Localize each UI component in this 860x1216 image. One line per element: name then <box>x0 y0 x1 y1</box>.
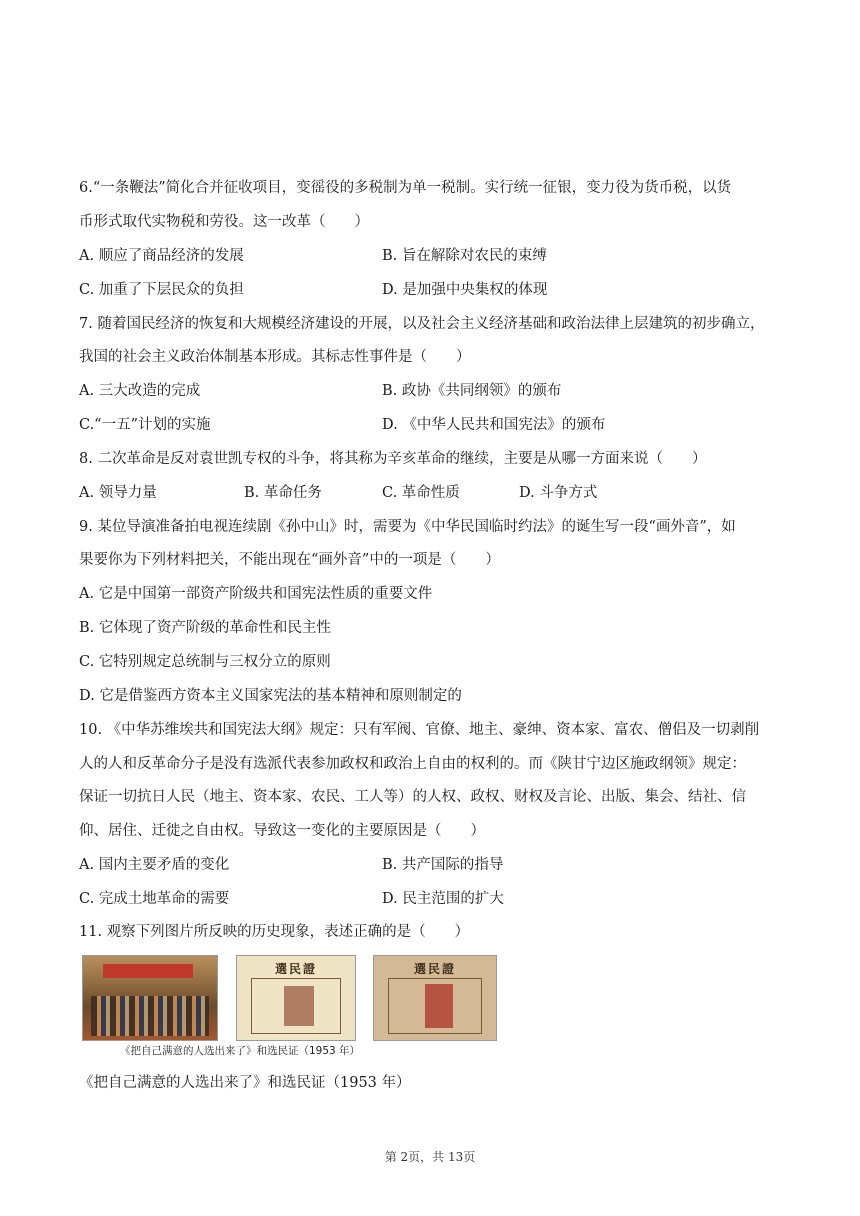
figure-inline-caption: 《把自己满意的人选出来了》和选民证（1953 年） <box>120 1045 361 1057</box>
q9-option-c: C. 它特别规定总统制与三权分立的原则 <box>79 654 331 670</box>
voter-certificate-image-2 <box>373 955 497 1041</box>
q7-stem-line1: 7. 随着国民经济的恢复和大规模经济建设的开展，以及社会主义经济基础和政治法律上层建筑的初步确立， <box>79 316 765 332</box>
q11-stem-line1: 11. 观察下列图片所反映的历史现象，表述正确的是（ ） <box>79 924 470 940</box>
q8-option-b: B. 革命任务 <box>244 485 322 501</box>
page-footer: 第 2页，共 13页 <box>384 1150 476 1164</box>
q7-option-a: A. 三大改造的完成 <box>79 383 201 399</box>
certificate-handwriting <box>284 986 314 1026</box>
q9-option-d: D. 它是借鉴西方资本主义国家宪法的基本精神和原则制定的 <box>79 688 462 704</box>
election-painting-image <box>82 955 218 1041</box>
q7-option-d: D. 《中华人民共和国宪法》的颁布 <box>382 417 606 433</box>
q10-stem-line3: 保证一切抗日人民（地主、资本家、农民、工人等）的人权、政权、财权及言论、出版、集会、结社、信 <box>79 789 746 805</box>
painting-banner <box>103 964 193 978</box>
q7-stem-line2: 我国的社会主义政治体制基本形成。其标志性事件是（ ） <box>79 349 471 365</box>
q10-stem-line4: 仰、居住、迁徙之自由权。导致这一变化的主要原因是（ ） <box>79 823 485 839</box>
q11-caption: 《把自己满意的人选出来了》和选民证（1953 年） <box>79 1075 411 1091</box>
q6-stem-line1: 6.“一条鞭法”简化合并征收项目，变徭役的多税制为单一税制。实行统一征银，变力役为货币税，以货 <box>79 180 732 196</box>
q8-stem-line1: 8. 二次革命是反对袁世凯专权的斗争，将其称为辛亥革命的继续，主要是从哪一方面来说（ ） <box>79 451 707 467</box>
q8-option-d: D. 斗争方式 <box>519 485 598 501</box>
q6-option-c: C. 加重了下层民众的负担 <box>79 282 244 298</box>
q10-stem-line1: 10. 《中华苏维埃共和国宪法大纲》规定：只有军阀、官僚、地主、豪绅、资本家、富农、僧侣及一切剥削 <box>79 722 760 738</box>
q6-option-b: B. 旨在解除对农民的束缚 <box>382 248 547 264</box>
q10-stem-line2: 人的人和反革命分子是没有选派代表参加政权和政治上自由的权利的。而《陕甘宁边区施政纲领》规定： <box>79 756 746 772</box>
certificate-stamp <box>425 984 453 1028</box>
q6-option-d: D. 是加强中央集权的体现 <box>382 282 548 298</box>
q9-option-b: B. 它体现了资产阶级的革命性和民主性 <box>79 620 331 636</box>
q10-option-c: C. 完成土地革命的需要 <box>79 891 230 907</box>
q7-option-c: C.“一五”计划的实施 <box>79 417 211 433</box>
q9-option-a: A. 它是中国第一部资产阶级共和国宪法性质的重要文件 <box>79 586 433 602</box>
q10-option-b: B. 共产国际的指导 <box>382 857 504 873</box>
q11-figure <box>80 955 500 1061</box>
painting-crowd <box>91 996 209 1036</box>
certificate-title: 選民證 <box>413 962 456 976</box>
voter-certificate-image-1 <box>236 955 356 1041</box>
q7-option-b: B. 政协《共同纲领》的颁布 <box>382 383 562 399</box>
q8-option-a: A. 领导力量 <box>79 485 157 501</box>
q6-stem-line2: 币形式取代实物税和劳役。这一改革（ ） <box>79 214 369 230</box>
certificate-title: 選民證 <box>274 962 317 976</box>
q10-option-a: A. 国内主要矛盾的变化 <box>79 857 230 873</box>
q9-stem-line2: 果要你为下列材料把关，不能出现在“画外音”中的一项是（ ） <box>79 552 500 568</box>
q8-option-c: C. 革命性质 <box>382 485 460 501</box>
q9-stem-line1: 9. 某位导演准备拍电视连续剧《孙中山》时，需要为《中华民国临时约法》的诞生写一段“画外音”，如 <box>79 519 736 535</box>
q6-option-a: A. 顺应了商品经济的发展 <box>79 248 244 264</box>
q10-option-d: D. 民主范围的扩大 <box>382 891 504 907</box>
